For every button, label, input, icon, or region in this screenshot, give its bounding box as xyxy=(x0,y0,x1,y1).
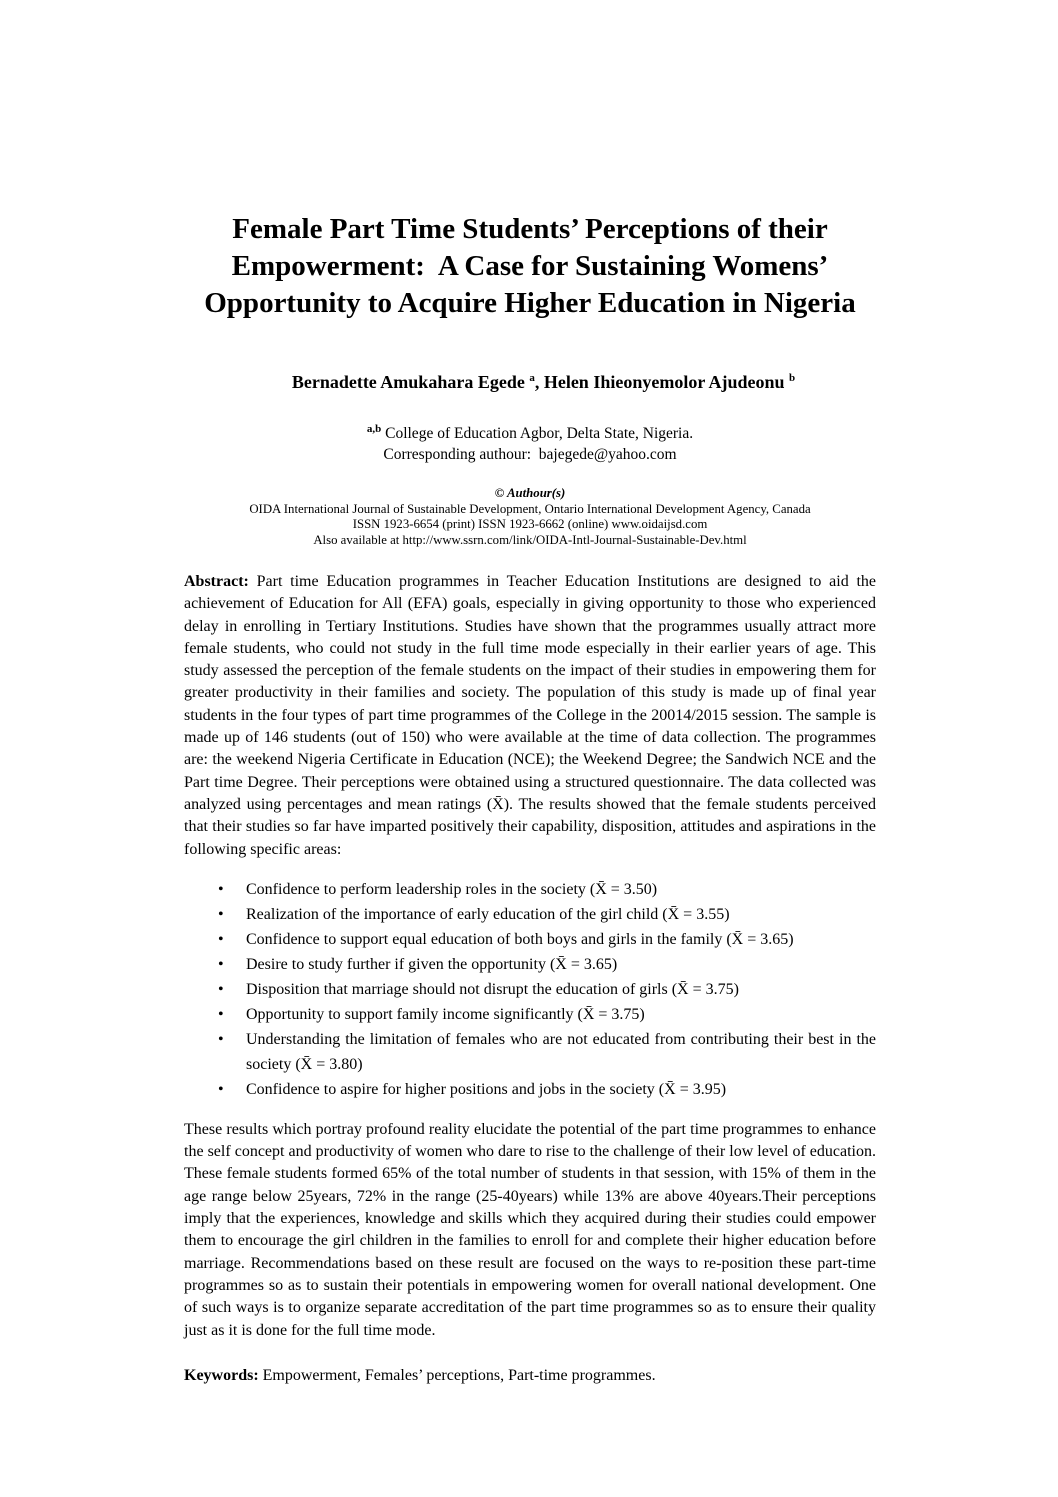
finding-limitation-understanding: • Understanding the limitation of females who are not educated from contributing their best in the society (X̄ = 3.80) xyxy=(184,1027,876,1077)
finding-marriage-disposition: • Disposition that marriage should not disrupt the education of girls (X̄ = 3.75) xyxy=(184,977,876,1002)
finding-equal-education: • Confidence to support equal education of both boys and girls in the family (X̄ = 3.65) xyxy=(184,927,876,952)
finding-family-income: • Opportunity to support family income significantly (X̄ = 3.75) xyxy=(184,1002,876,1027)
author-1-affiliation-marker: a xyxy=(529,371,535,384)
publisher-block xyxy=(184,486,876,548)
keywords-label: Keywords: xyxy=(184,1366,259,1384)
author-2-name: , Helen Ihieonyemolor Ajudeonu xyxy=(534,371,790,392)
finding-leadership-roles: • Confidence to perform leadership roles in the society (X̄ = 3.50) xyxy=(184,877,876,902)
author-2-affiliation-marker: b xyxy=(789,371,796,384)
affiliation-text: College of Education Agbor, Delta State, Nigeria. xyxy=(381,425,694,442)
finding-higher-positions: • Confidence to aspire for higher positions and jobs in the society (X̄ = 3.95) xyxy=(184,1077,876,1102)
availability-url-line: Also available at http://www.ssrn.com/link/OIDA-Intl-Journal-Sustainable-Dev.html xyxy=(313,532,747,547)
authors-line xyxy=(184,342,876,418)
abstract-paragraph xyxy=(184,571,876,861)
keywords-line xyxy=(184,1365,876,1387)
finding-early-education: • Realization of the importance of early education of the girl child (X̄ = 3.55) xyxy=(184,902,876,927)
affiliation-markers: a,b xyxy=(366,422,382,435)
paper-title xyxy=(184,211,876,322)
document-body xyxy=(184,192,876,1387)
affiliation-line xyxy=(184,419,876,444)
paper-title-line-1: Female Part Time Students’ Perceptions of their xyxy=(232,213,828,246)
finding-study-further: • Desire to study further if given the opportunity (X̄ = 3.65) xyxy=(184,952,876,977)
journal-line: OIDA International Journal of Sustainable Development, Ontario International Development Agency, Canada xyxy=(249,501,811,516)
paper-title-line-2: Empowerment: A Case for Sustaining Womens’ xyxy=(231,250,829,283)
results-paragraph: These results which portray profound reality elucidate the potential of the part time programmes to enhance the self concept and productivity of women who dare to rise to the challenge of their low level of education. These female students formed 65% of the total number of students in that session, with 15% of them in the age range below 25years, 72% in the range (25-40years) while 13% are above 40years.Their perceptions imply that the experiences, knowledge and skills which they acquired during their studies could empower them to encourage the girl children in the families to enroll for and complete their higher education before marriage. Recommendations based on these result are focused on the ways to re-position these part-time programmes so as to sustain their potentials in empowering women for overall national development. One of such ways is to organize separate accreditation of the part time programmes so as to ensure their quality just as it is done for the full time mode. xyxy=(184,1120,876,1339)
findings-bullet-list xyxy=(184,877,876,1102)
keywords-text: Empowerment, Females’ perceptions, Part-time programmes. xyxy=(258,1366,656,1384)
abstract-label: Abstract: xyxy=(184,573,249,590)
corresponding-author-line: Corresponding authour: bajegede@yahoo.com xyxy=(383,446,677,463)
issn-line: ISSN 1923-6654 (print) ISSN 1923-6662 (online) www.oidaijsd.com xyxy=(352,517,708,531)
copyright-line: © Authour(s) xyxy=(494,486,566,500)
author-1-name: Bernadette Amukahara Egede xyxy=(291,371,530,392)
abstract-text: Part time Education programmes in Teacher Education Institutions are designed to aid the achievement of Education for All (EFA) goals, especially in giving opportunity to those who experienced delay in enrolling in Tertiary Institutions. Studies have shown that the programmes usually attract more female students, who could not study in the full time mode especially in their earlier years of age. This study assessed the perception of the female students on the impact of their studies in empowering them for greater productivity in their families and society. The population of this study is made up of final year students in the four types of part time programmes of the College in the 20014/2015 session. The sample is made up of 146 students (out of 150) who were available at the time of data collection. The programmes are: the weekend Nigeria Certificate in Education (NCE); the Weekend Degree; the Sandwich NCE and the Part time Degree. Their perceptions were obtained using a structured questionnaire. The data collected was analyzed using percentages and mean ratings (X̄). The results showed that the female students perceived that their studies so far have imparted positively their capability, disposition, attitudes and aspirations in the following specific areas: xyxy=(184,573,876,858)
paper-title-line-3: Opportunity to Acquire Higher Education in Nigeria xyxy=(204,287,856,320)
